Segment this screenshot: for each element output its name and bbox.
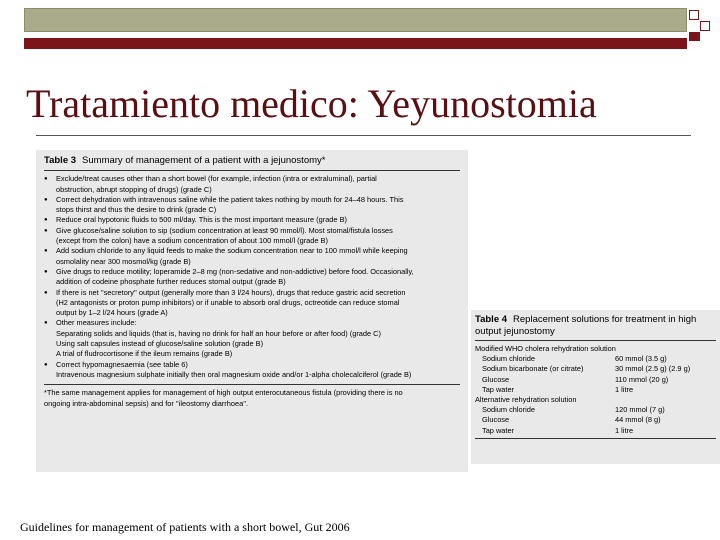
solution-component: Sodium chloride bbox=[482, 354, 535, 364]
bullet-item: ● Give drugs to reduce motility; loperamide 2–8 mg (non-sedative and non-addictive) before food. Occasionally, bbox=[44, 267, 460, 277]
list-item-continuation: (except from the colon) have a sodium concentration of about 100 mmol/l (grade B) bbox=[56, 236, 328, 246]
corner-squares-decoration bbox=[689, 8, 713, 42]
list-item-continuation: osmolality near 300 mosmol/kg (grade B) bbox=[56, 256, 191, 266]
table-3-footnote bbox=[44, 384, 460, 409]
bullet-item: ● Give glucose/saline solution to sip (sodium concentration at least 90 mmol/l). Most stomal/fistula losses bbox=[44, 226, 460, 236]
bullet-item: ● Correct hypomagnesaemia (see table 6) bbox=[44, 360, 460, 370]
bullet-item: ● Add sodium chloride to any liquid feeds to make the sodium concentration near to 100 mmol/l while keeping bbox=[44, 246, 460, 256]
table-4-end-rule bbox=[475, 438, 716, 439]
list-item-continuation: stops thirst and thus the desire to drink (grade C) bbox=[56, 205, 217, 215]
bullet-item: ● If there is net ''secretory'' output (generally more than 3 l/24 hours), drugs that reduce gastric acid secretion bbox=[44, 288, 460, 298]
olive-band bbox=[24, 8, 687, 32]
list-item-continuation: A trial of fludrocortisone if the ileum remains (grade B) bbox=[56, 349, 233, 359]
table-4-rows bbox=[475, 405, 716, 436]
solution-amount: 110 mmol (20 g) bbox=[615, 374, 669, 384]
solution-amount: 44 mmol (8 g) bbox=[615, 415, 661, 425]
table-3-panel bbox=[36, 150, 468, 472]
footnote-line: ongoing intra-abdominal sepsis) and for ''ileostomy diarrhoea''. bbox=[44, 398, 249, 408]
maroon-band bbox=[24, 38, 687, 49]
solution-component: Sodium bicarbonate (or citrate) bbox=[482, 364, 584, 374]
table-row bbox=[475, 405, 716, 415]
table-row bbox=[475, 354, 716, 364]
table-row bbox=[475, 415, 716, 425]
solution-amount: 30 mmol (2.5 g) (2.9 g) bbox=[615, 364, 691, 374]
solution-component: Sodium chloride bbox=[482, 405, 535, 415]
solution-component: Tap water bbox=[482, 425, 515, 435]
list-item-continuation: obstruction, abrupt stopping of drugs) (grade C) bbox=[56, 184, 212, 194]
table-3-heading: Summary of management of a patient with a jejunostomy* bbox=[82, 155, 326, 166]
list-item-continuation: Intravenous magnesium sulphate initially then oral magnesium oxide and/or 1-alpha cholecalciferol (grade B) bbox=[56, 369, 412, 379]
table-4-section-title: Alternative rehydration solution bbox=[475, 395, 577, 405]
source-caption: Guidelines for management of patients with a short bowel, Gut 2006 bbox=[20, 520, 350, 534]
table-3-list bbox=[44, 174, 460, 380]
solution-component: Tap water bbox=[482, 384, 515, 394]
table-row bbox=[475, 426, 716, 436]
table-4-header bbox=[475, 314, 716, 341]
list-item-continuation: (H2 antagonists or proton pump inhibitors) or if unable to absorb oral drugs, octreotide can reduce stomal bbox=[56, 297, 400, 307]
footnote-line: *The same management applies for management of high output enterocutaneous fistula (providing there is no bbox=[44, 388, 403, 398]
table-row bbox=[475, 364, 716, 374]
table-3-label: Table 3 bbox=[44, 155, 77, 166]
top-decorative-bar bbox=[24, 8, 687, 42]
table-row bbox=[475, 375, 716, 385]
bullet-item: ● Reduce oral hypotonic fluids to 500 ml/day. This is the most important measure (grade B) bbox=[44, 215, 460, 225]
bullet-item: ● Correct dehydration with intravenous saline while the patient takes nothing by mouth for 24–48 hours. This bbox=[44, 195, 460, 205]
table-4-heading: Replacement solutions for treatment in high output jejunostomy bbox=[475, 314, 697, 337]
solution-amount: 60 mmol (3.5 g) bbox=[615, 354, 667, 364]
title-divider bbox=[36, 135, 691, 136]
solution-amount: 1 litre bbox=[615, 425, 634, 435]
list-item-continuation: output by 1–2 l/24 hours (grade A) bbox=[56, 308, 168, 318]
table-3-header bbox=[44, 156, 460, 171]
table-4-label: Table 4 bbox=[475, 314, 508, 325]
solution-component: Glucose bbox=[482, 374, 510, 384]
list-item-continuation: Using salt capsules instead of glucose/saline solution (grade B) bbox=[56, 339, 264, 349]
table-row bbox=[475, 385, 716, 395]
bullet-item: ● Other measures include: bbox=[44, 318, 460, 328]
bullet-item: ● Exclude/treat causes other than a short bowel (for example, infection (intra or extraluminal), partial bbox=[44, 174, 460, 184]
table-4-section-title: Modified WHO cholera rehydration solution bbox=[475, 344, 616, 353]
solution-component: Glucose bbox=[482, 415, 510, 425]
list-item-continuation: addition of codeine phosphate further reduces stomal output (grade B) bbox=[56, 277, 286, 287]
slide-title: Tratamiento medico: Yeyunostomia bbox=[26, 81, 597, 126]
solution-amount: 1 litre bbox=[615, 384, 634, 394]
solution-amount: 120 mmol (7 g) bbox=[615, 405, 665, 415]
table-4-rows bbox=[475, 354, 716, 395]
table-4-panel bbox=[471, 310, 720, 464]
list-item-continuation: Separating solids and liquids (that is, having no drink for half an hour before or after food) (grade C) bbox=[56, 328, 381, 338]
